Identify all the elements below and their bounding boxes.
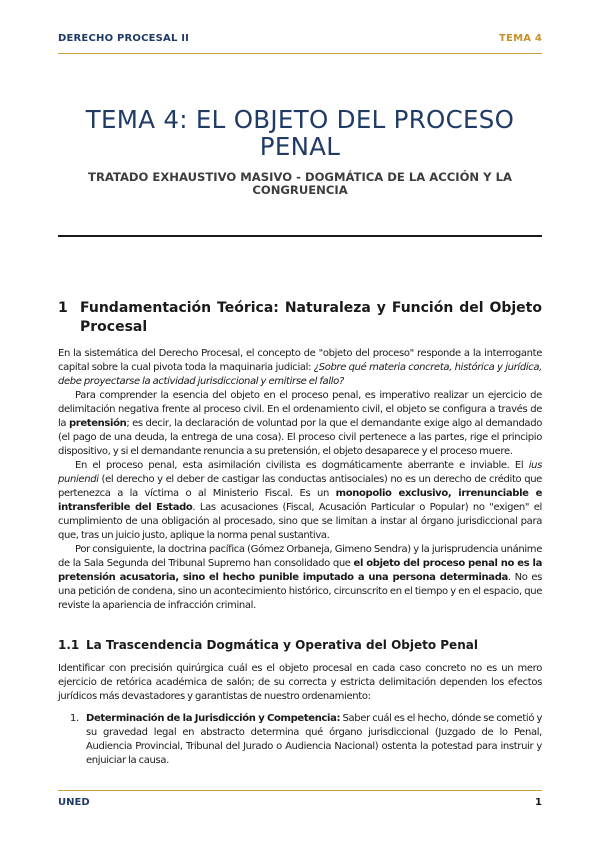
title-divider — [58, 235, 542, 237]
text-run: . No es una petición de condena, sino un acontecimiento histórico, circunscrito en el tiempo y en el espacio, que reviste la apariencia de infracción criminal. — [58, 572, 542, 611]
text-run: En el proceso penal, esta asimilación civilista es dogmáticamente aberrante e inviable. El — [75, 460, 529, 471]
bold-text: monopolio exclusivo, irrenunciable e intransferible del Estado — [58, 488, 542, 513]
subsection-heading — [58, 637, 542, 653]
bold-text: pretensión — [68, 418, 127, 429]
header-topic: TEMA 4 — [499, 33, 542, 44]
text-run: ; es decir, la declaración de voluntad por la que el demandante exige algo al demandado (el pago de una deuda, la entrega de una cosa). El proceso civil pertenece a las partes, rige el principio dispositivo, y si el demandante renuncia a su pretensión, el objeto desaparece y el proceso muere. — [58, 418, 542, 457]
paragraph — [58, 347, 542, 389]
page-header — [58, 31, 542, 54]
text-run: Para comprender la esencia del objeto en el proceso penal, es imperativo realizar un ejercicio de delimitación negativa frente al proceso civil. En el ordenamiento civil, el objeto se configura a través de la — [58, 390, 542, 429]
list-item — [70, 712, 542, 768]
text-run: En la sistemática del Derecho Procesal, el concepto de "objeto del proceso" responde a la interrogante capital sobre la cual pivota toda la maquinaria judicial: — [58, 348, 542, 373]
italic-text: ¿Sobre qué materia concreta, histórica y jurídica, debe proyectarse la actividad jurisdiccional y emitirse el fallo? — [58, 362, 543, 387]
paragraph — [58, 389, 542, 459]
footer-divider — [58, 790, 542, 791]
list-item-title: Determinación de la Jurisdicción y Competencia: — [86, 713, 341, 724]
subsection-number: 1.1 — [58, 638, 80, 652]
document-subtitle: TRATADO EXHAUSTIVO MASIVO - DOGMÁTICA DE LA ACCIÓN Y LA CONGRUENCIA — [88, 170, 512, 197]
text-run: . Las acusaciones (Fiscal, Acusación Particular o Popular) no "exigen" el cumplimiento de una obligación al procesado, sino que se limitan a instar al órgano jurisdiccional para que, tras un juicio justo, aplique la norma penal sustantiva. — [58, 502, 542, 541]
section-body — [58, 347, 542, 613]
paragraph — [58, 459, 542, 543]
subsection-body — [58, 662, 542, 704]
bold-text: el objeto del proceso penal no es la pretensión acusatoria, sino el hecho punible imputado a una persona determinada — [58, 558, 542, 583]
section-title: Fundamentación Teórica: Naturaleza y Función del Objeto Procesal — [80, 300, 542, 335]
text-run: (el derecho y el deber de castigar las conductas antisociales) no es un derecho de crédito que pertenezca a la víctima o al Ministerio Fiscal. Es un — [58, 474, 542, 499]
list-item-text: Saber cuál es el hecho, dónde se cometió y su gravedad legal en abstracto determina qué órgano jurisdiccional (Juzgado de lo Penal, Audiencia Provincial, Tribunal del Jurado o Audiencia Nacional) ostenta la potestad para instruir y enjuiciar la causa. — [86, 713, 543, 766]
section-number: 1 — [58, 300, 68, 316]
header-course: DERECHO PROCESAL II — [58, 33, 190, 44]
document-title: TEMA 4: EL OBJETO DEL PROCESO PENAL — [85, 105, 515, 161]
page-number: 1 — [535, 797, 542, 808]
paragraph: Identificar con precisión quirúrgica cuál es el objeto procesal en cada caso concreto no es un mero ejercicio de retórica académica de salón; de su correcta y estricta delimitación dependen los efectos jurídicos más devastadores y garantistas de nuestro ordenamiento: — [58, 663, 542, 702]
text-run: Por consiguiente, la doctrina pacífica (Gómez Orbaneja, Gimeno Sendra) y la jurisprudencia unánime de la Sala Segunda del Tribunal Supremo han consolidado que — [58, 544, 542, 569]
paragraph — [58, 543, 542, 613]
subsection-title: La Trascendencia Dogmática y Operativa del Objeto Penal — [86, 638, 478, 652]
list-marker: 1. — [70, 713, 79, 724]
footer-institution: UNED — [58, 797, 90, 808]
italic-text: ius puniendi — [58, 460, 542, 485]
section-heading — [58, 299, 542, 337]
